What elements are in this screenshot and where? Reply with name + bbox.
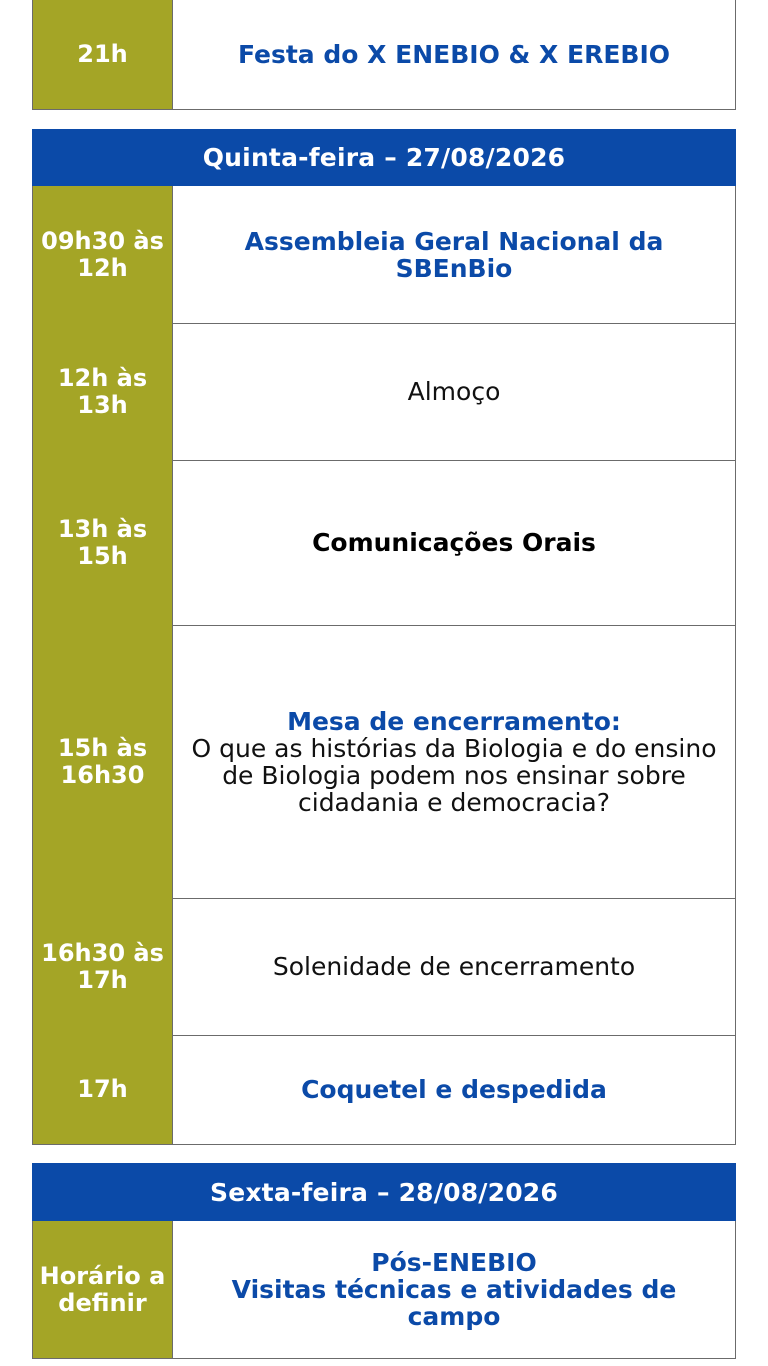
event-subtitle: Visitas técnicas e atividades de campo bbox=[231, 1275, 677, 1331]
schedule-row bbox=[32, 460, 736, 626]
time-cell: 12h às 13h bbox=[33, 323, 173, 460]
event-title: Comunicações Orais bbox=[312, 528, 596, 557]
time-cell: 09h30 às 12h bbox=[33, 186, 173, 323]
event-title: Festa do X ENEBIO & X EREBIO bbox=[237, 40, 671, 69]
schedule-row bbox=[32, 0, 736, 110]
event-title: Mesa de encerramento: bbox=[287, 706, 621, 736]
schedule-row bbox=[32, 898, 736, 1036]
schedule-row bbox=[32, 186, 736, 324]
day-header-friday: Sexta-feira – 28/08/2026 bbox=[32, 1163, 736, 1221]
event-description bbox=[173, 625, 735, 898]
day-header-thursday: Quinta-feira – 27/08/2026 bbox=[32, 129, 736, 186]
time-cell: 15h às 16h30 bbox=[33, 625, 173, 898]
schedule-row bbox=[32, 323, 736, 461]
event-subtitle: O que as histórias da Biologia e do ensino de Biologia podem nos ensinar sobre cidadania e democracia? bbox=[191, 733, 717, 817]
event-title: Solenidade de encerramento bbox=[272, 952, 636, 981]
time-cell: 16h30 às 17h bbox=[33, 898, 173, 1035]
event-title: Pós-ENEBIO bbox=[371, 1248, 537, 1277]
time-cell: 21h bbox=[33, 0, 173, 109]
schedule-row bbox=[32, 1221, 736, 1359]
event-title: Coquetel e despedida bbox=[301, 1075, 607, 1104]
time-cell: 17h bbox=[33, 1035, 173, 1144]
schedule-row bbox=[32, 1035, 736, 1145]
time-cell: 13h às 15h bbox=[33, 460, 173, 625]
time-cell: Horário a definir bbox=[33, 1221, 173, 1358]
event-title: Assembleia Geral Nacional da SBEnBio bbox=[244, 226, 664, 283]
event-title: Almoço bbox=[407, 377, 501, 406]
event-description bbox=[173, 1221, 735, 1358]
schedule-row bbox=[32, 625, 736, 899]
